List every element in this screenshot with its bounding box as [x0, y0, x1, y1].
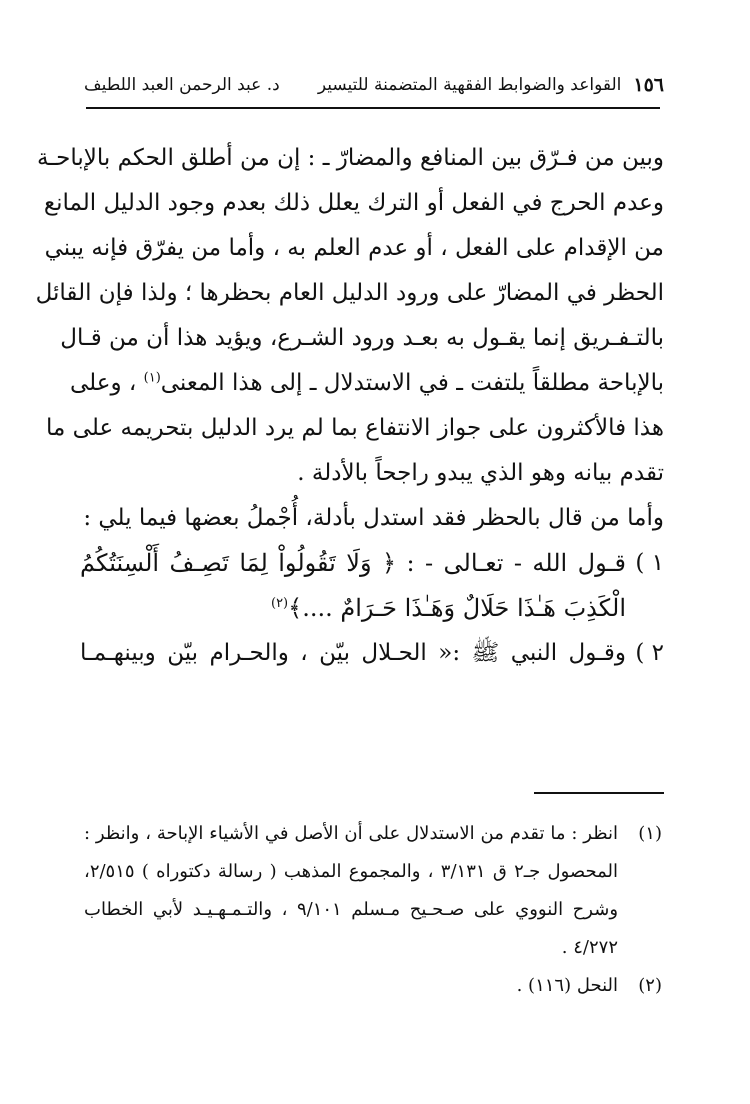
text-line: بالتـفـريق إنما يقـول به بعـد ورود الشـرع، ويؤيد هذا أن من قـال	[60, 325, 664, 351]
footnote-line: وشرح النووي على صـحـيح مـسلم ٩/١٠١ ، والتـمـهـيـد لأبي الخطاب	[84, 899, 619, 920]
text-line	[80, 586, 626, 631]
book-title: القواعد والضوابط الفقهية المتضمنة للتيسير	[317, 75, 622, 95]
page-number: ١٥٦	[633, 74, 664, 96]
text-line: وقـول النبي ﷺ :« الحـلال بيّن ، والحـرام بيّن وبينهـمـا	[80, 640, 626, 666]
footnote-1	[84, 815, 662, 967]
evidence-item-1	[80, 541, 664, 631]
text-segment: ، وعلى	[69, 370, 144, 396]
footnote-ref-1[interactable]: (١)	[143, 370, 161, 386]
footnote-divider	[534, 792, 664, 794]
text-segment: الْكَذِبَ هَـٰذَا حَلَالٌ وَهَـٰذَا حَـرَامٌ ....﴾	[288, 594, 626, 622]
footnote-ref-2[interactable]: (٢)	[270, 596, 289, 611]
text-line: قـول الله - تعـالى - : ﴿ وَلَا تَقُولُواْ لِمَا تَصِـفُ أَلْسِنَتُكُمُ	[80, 549, 626, 577]
item-number: ٢ )	[635, 640, 664, 666]
text-line: الحظر في المضارّ على ورود الدليل العام بحظرها ؛ ولذا فإن القائل	[35, 280, 664, 306]
footnote-number: (٢)	[638, 975, 662, 996]
footnote-2	[84, 967, 662, 1005]
footnotes	[84, 815, 662, 1005]
text-line: هذا فالأكثرون على جواز الانتفاع بما لم يرد الدليل بتحريمه على ما	[46, 415, 664, 441]
header-divider	[86, 107, 660, 109]
footnote-body	[84, 815, 618, 967]
text-segment: بالإباحة مطلقاً يلتفت ـ في الاستدلال ـ إلى هذا المعنى	[160, 370, 664, 396]
item-number: ١ )	[635, 550, 664, 576]
text-line: وبين من فـرّق بين المنافع والمضارّ ـ : إن من أطلق الحكم بالإباحـة	[37, 145, 664, 171]
text-line: وعدم الحرج في الفعل أو الترك يعلل ذلك بعدم وجود الدليل المانع	[43, 190, 664, 216]
text-line: وأما من قال بالحظر فقد استدل بأدلة، أُجْملُ بعضها فيما يلي :	[83, 505, 664, 531]
text-line: تقدم بيانه وهو الذي يبدو راجحاً بالأدلة .	[297, 460, 664, 486]
paragraph-1	[35, 136, 664, 496]
footnote-number: (١)	[638, 823, 662, 844]
text-line: من الإقدام على الفعل ، أو عدم العلم به ، وأما من يفرّق فإنه يبني	[44, 235, 664, 261]
footnote-body	[84, 967, 618, 1005]
footnote-line: انظر : ما تقدم من الاستدلال على أن الأصل في الأشياء الإباحة ، وانظر :	[84, 823, 618, 844]
evidence-item-2	[80, 631, 664, 676]
hadith-quote	[80, 631, 626, 676]
footnote-line: المحصول جـ٢ ق ٣/١٣١ ، والمجموع المذهب ( رسالة دكتوراه ) ٢/٥١٥،	[84, 861, 618, 882]
footnote-line: النحل (١١٦) .	[516, 975, 618, 996]
main-text	[35, 136, 664, 676]
header-title-group	[318, 74, 664, 96]
quran-quote	[80, 541, 626, 631]
paragraph-2	[80, 496, 664, 541]
running-header	[84, 68, 664, 102]
footnote-line: ٤/٢٧٢ .	[561, 937, 618, 958]
author-name: د. عبد الرحمن العبد اللطيف	[84, 75, 280, 95]
text-line-with-footnote	[69, 361, 664, 406]
